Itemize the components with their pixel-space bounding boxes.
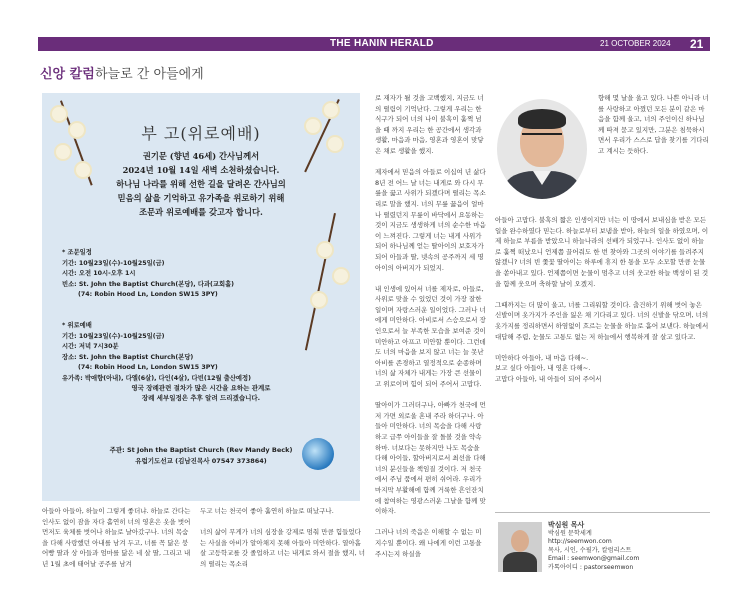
contact-line: 주관: St John the Baptist Church (Rev Mandy Beck) xyxy=(109,446,293,454)
obituary-notice xyxy=(42,93,360,501)
schedule-line: 빈소: St. John the Baptist Church(본당), 다과(교회홀) xyxy=(62,280,235,288)
author-info xyxy=(548,521,713,573)
service-line: (74: Robin Hood Ln, London SW15 3PY) xyxy=(78,364,218,371)
article-lead-1: 아들아 아들아, 하늘이 그렇게 좋더냐. 하늘로 간다는 인사도 없이 잠을 자다 홀연히 너의 영혼은 옷을 벗어 먼저도 육체를 벗어나 하늘로 날아갔구나. 너의 목숨을 다해 사랑했던 아내를 남겨 두고, 너를 꼭 닮은 붕어빵 딸과 상 아들과 엄마를 닮은 네 살 딸, 그리고 내년 1월 초에 태어날 공주를 남겨 xyxy=(42,507,191,568)
flower-decoration xyxy=(52,107,66,121)
author-line: 박심원 문학세계 xyxy=(548,529,592,537)
page-number: 21 xyxy=(690,37,704,51)
notice-contact xyxy=(62,445,340,467)
masthead-title: THE HANIN HERALD xyxy=(330,38,434,49)
flower-decoration xyxy=(56,145,70,159)
article-title: 하늘로 간 아들에게 xyxy=(95,67,204,82)
service-line: 장소: St. John the Baptist Church(본당) xyxy=(62,353,194,361)
schedule-line: 시간: 오전 10시-오후 1시 xyxy=(62,270,136,277)
notice-intro xyxy=(72,149,330,219)
flower-decoration xyxy=(324,103,338,117)
author-photo xyxy=(498,522,542,572)
article-column-2: 아들아 고맙다. 불혹의 짧은 인생이지만 너는 이 땅에서 보내심을 받은 모든 일을 완수하였다 믿는다. 하늘로부터 보냄을 받아, 하늘의 일을 하였으며, 이제 하늘로 부름을 받았으니 하늘나라의 선배가 되었구나. 인사도 없이 하늘로 훌쩍 떠났으니 언제쯤 끌어줘도 한 번 찾아와 그곳의 이야기를 들려주지 않겠니? 너의 빈 쫓꽃 딸아이는 하루에 휴지 한 통을 모두 소모할 만큼 눈물을 쏟아내고 있다. 언제쯤이면 눈물이 멈추고 너의 웃고한 하늘 백성이 된 것을 함께 웃으며 축하할 날이 오겠지. 그때까지는 더 많이 울고, 너를 그리워할 것이다. 춥건하기 위해 벗어 놓은 신발이며 옷가지가 주인을 잃은 채 기다리고 있다. 너의 신발을 닦으며, 너의 옷가지를 정리하면서 하염없이 흐르는 눈물을 하늘로 흩어 보낸다. 하늘에서 대답해 주렴, 눈물도 고통도 없는 저 하늘에서 행복하게 잘 살고 있다고. 미안하다 아들아, 내 마음 다해~. 보고 싶다 아들아, 내 영혼 다해~. 고맙다 아들아, 내 아들이 되어 주어서 xyxy=(495,216,709,383)
service-line: 기간: 10월23일(수)-10월25일(금) xyxy=(62,332,165,340)
issue-date: 21 OCTOBER 2024 xyxy=(600,39,671,48)
note-line: 장례 세부일정은 추후 알려 드리겠습니다. xyxy=(141,394,261,402)
schedule-line: (74: Robin Hood Ln, London SW15 3PY) xyxy=(78,291,218,298)
schedule-line: 기간: 10월23일(수)-10월25일(금) xyxy=(62,259,165,267)
section-label: 신앙 칼럼 xyxy=(40,67,95,82)
service-line: 유가족: 박애향(아내), 다엘(6살), 다인(4살), 다빈(12월 출산예정) xyxy=(62,374,251,382)
author-email-link[interactable]: Email : seemwon@gmail.com xyxy=(548,555,640,563)
article-lead-2: 두고 너는 천국이 좋아 훌연히 하늘로 떠났구나. 너의 삶이 무게가 너의 심장을 강제로 멈춰 만큼 힘들었다는 사실을 아비가 알아채지 못해 아들아 미안하다. 열아홉 살 고등학교를 갓 졸업하고 너는 내게로 와서 절을 했지, 너의 떨리는 목소리 xyxy=(200,507,366,568)
visitation-schedule xyxy=(62,248,352,301)
author-portrait xyxy=(492,93,592,208)
service-line: * 위로예배 xyxy=(62,322,92,329)
intro-line: 2024년 10월 14일 새벽 소천하셨습니다. xyxy=(122,165,280,175)
intro-line: 믿음의 삶을 기억하고 유가족을 위로하기 위해 xyxy=(117,193,285,203)
intro-line: 하나님 나라를 위해 선한 길을 달려온 간사님의 xyxy=(116,179,286,189)
note-line: 영국 장례관련 절차가 많은 시간을 요하는 관계로 xyxy=(131,384,271,392)
author-line: 목사, 시인, 수필가, 칼럼리스트 xyxy=(548,546,632,554)
intro-line: 조문과 위로예배를 갖고자 합니다. xyxy=(139,207,263,217)
service-line: 시간: 저녁 7시30분 xyxy=(62,343,119,350)
author-name: 박심원 목사 xyxy=(548,521,585,529)
article-column-2-top: 향해 몇 날을 울고 있다. 나쁜 아니라 너를 사랑하고 아꼈던 모든 분이 같은 마음을 함께 울고, 너의 주인이신 하나님께 따져 묻고 있지만, 그분은 침묵하시면서 우리가 스스로 답을 찾기를 기다리고 계시는 듯하다. xyxy=(598,94,709,155)
notice-note xyxy=(62,383,340,403)
author-divider xyxy=(495,512,710,513)
article-column-1: 로 재자가 될 것을 고백했지, 지금도 너의 떨림이 기억난다. 그렇게 우리는 한 식구가 되어 너의 나이 불혹이 훌쩍 넘을 때 까지 우리는 한 공간에서 생각과 생활, 마음과 마음, 영혼과 영혼이 맞닿은 채로 생활을 했지. 제자에서 믿음의 아들로 이십여 년 삶다 8년 전 어느 날 너는 내게로 와 다시 무릎을 꿇고 사위가 되겠다며 떨리는 목소리로 말을 했지. 너의 무릎 꿇음이 얼마나 떨렸던지 무릎이 바닥에서 요동하는 것이 지금도 생생하게 너의 순수한 마음이 느껴진다. 그렇게 너는 내게 사위가 되어 하나님께 얻는 딸아이의 보호자가 되어 아들과 딸, 넷속의 공주까지 세 명 아이의 아버지가 되었지. 내 인생에 있어서 너를 제자로, 아들로, 사위로 맞을 수 있었던 것이 가장 잘한 일이며 자랑스러운 일이었다. 그러나 너에게 미안하다. 아비로서 스승으로서 장인으로서 늘 부족한 모습을 보여준 것이 미안하고 아프고 미안할 뿐이다. 그런데도 너의 마음을 보지 않고 너는 늘 못난 아비를 존경하고 열정적으로 순종하며 너의 삶 자체가 내게는 가장 큰 선물이고 위로이며 힘이 되어 주어서 고맙다. 딸아이가 그러더구나, 아빠가 천국에 먼저 가면 외로울 혼내 주라 하더구나. 아들아 미안하다. 너의 목숨을 다해 사랑하고 급쭈 아이들을 잘 돌볼 것을 약속하마. 너보다는 못하지만 나도 목숨을 다해 아이들, 할아버지로서 최선을 다해 너의 분신들을 책임질 것이다. 저 천국에서 주님 품에서 편히 쉬어라. 우리가 마지막 부활해에 함께 거룩한 흔인잔치에 참여하는 영광스러운 그날을 함께 맞이하자. 그러나 너의 죽음은 이해할 수 없는 미지수일 뿐이다. 왜 나에게 이런 고통을 주시는지 하실을 xyxy=(375,94,486,558)
schedule-line: * 조문일정 xyxy=(62,249,92,256)
notice-heading: 부 고(위로예배) xyxy=(141,124,261,143)
intro-line: 권기문 (향년 46세) 간사님께서 xyxy=(142,151,260,161)
contact-line: 유럽기도선교 (김남진목사 07547 373864) xyxy=(135,457,267,465)
author-line: 카톡아이디 : pastorseemwon xyxy=(548,563,634,571)
memorial-service xyxy=(62,321,352,384)
author-website-link[interactable]: http://seemwon.com xyxy=(548,538,612,546)
